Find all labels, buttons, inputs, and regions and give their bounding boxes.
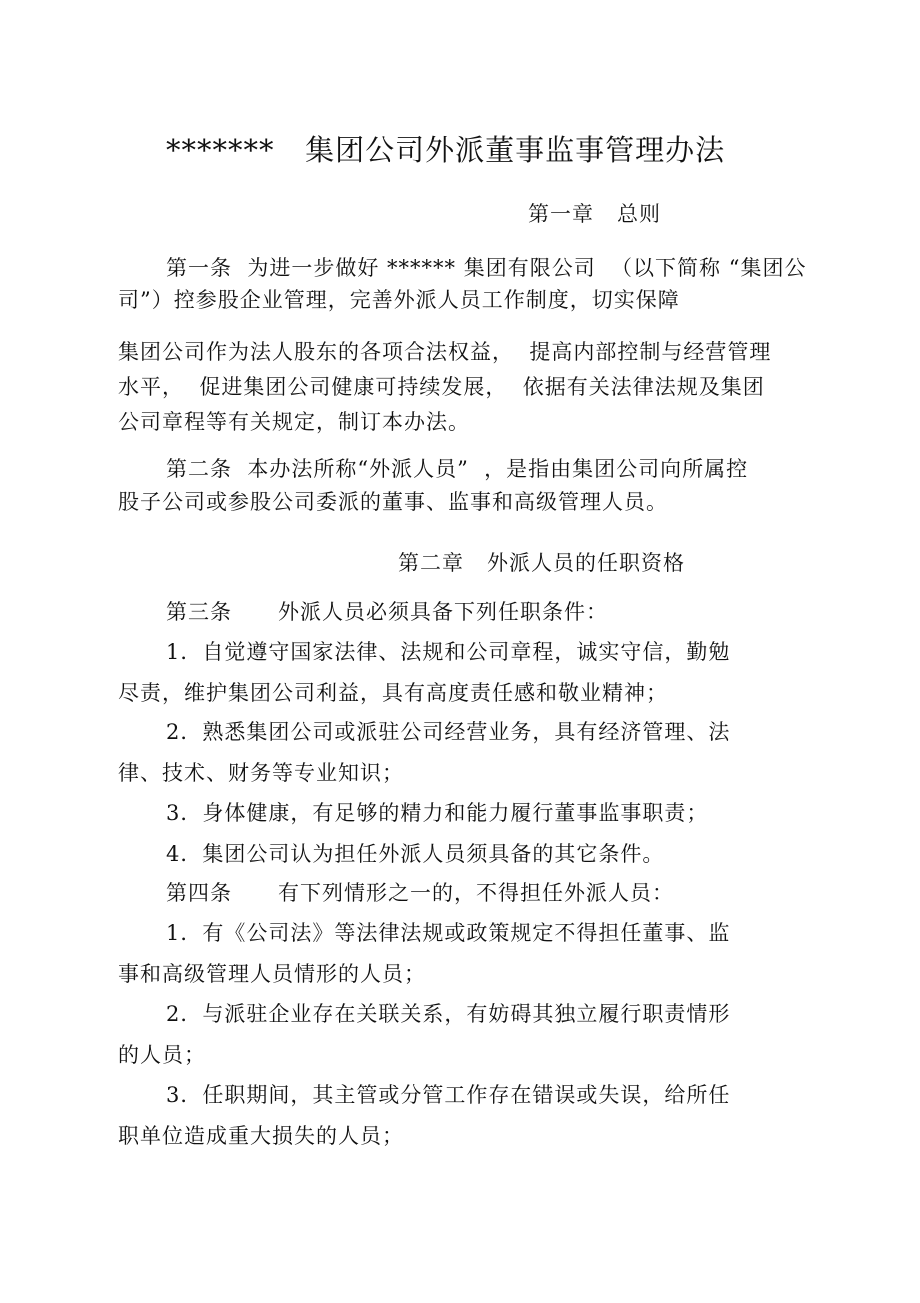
- article-4-item-1-line-1: 1．有《公司法》等法律法规或政策规定不得担任董事、监: [166, 921, 731, 945]
- article-3-heading: 第三条 外派人员必须具备下列任职条件：: [166, 600, 609, 624]
- article-4-item-3-line-2: 职单位造成重大损失的人员；: [118, 1124, 404, 1148]
- article-1-line-1: 第一条 为进一步做好 ****** 集团有限公司 （以下简称 “集团公: [166, 256, 807, 280]
- article-4-item-1-line-2: 事和高级管理人员情形的人员；: [118, 962, 426, 986]
- article-3-item-2-line-2: 律、技术、财务等专业知识；: [118, 761, 404, 785]
- article-4-item-3-line-1: 3．任职期间，其主管或分管工作存在错误或失误，给所任: [166, 1083, 731, 1107]
- chapter-2-heading: 第二章 外派人员的任职资格: [398, 551, 686, 575]
- article-3-item-1-line-1: 1．自觉遵守国家法律、法规和公司章程，诚实守信，勤勉: [166, 640, 731, 664]
- article-1-line-2: 司”）控参股企业管理，完善外派人员工作制度，切实保障: [118, 288, 680, 312]
- article-3-item-3: 3．身体健康，有足够的精力和能力履行董事监事职责；: [166, 801, 709, 825]
- article-3-item-1-line-2: 尽责，维护集团公司利益，具有高度责任感和敬业精神；: [118, 681, 668, 705]
- article-2-line-1: 第二条 本办法所称“外派人员” ，是指由集团公司向所属控: [166, 457, 749, 481]
- article-1-line-3: 集团公司作为法人股东的各项合法权益， 提高内部控制与经营管理: [118, 340, 772, 364]
- article-1-line-4: 水平， 促进集团公司健康可持续发展， 依据有关法律法规及集团: [118, 375, 765, 399]
- article-3-item-4: 4．集团公司认为担任外派人员须具备的其它条件。: [166, 842, 665, 866]
- article-4-heading: 第四条 有下列情形之一的，不得担任外派人员：: [166, 881, 675, 905]
- article-1-line-5: 公司章程等有关规定，制订本办法。: [118, 410, 470, 434]
- article-2-line-2: 股子公司或参股公司委派的董事、监事和高级管理人员。: [118, 490, 668, 514]
- article-3-item-2-line-1: 2．熟悉集团公司或派驻公司经营业务，具有经济管理、法: [166, 720, 731, 744]
- article-4-item-2-line-1: 2．与派驻企业存在关联关系，有妨碍其独立履行职责情形: [166, 1002, 731, 1026]
- document-title: ******* 集团公司外派董事监事管理办法: [166, 133, 726, 167]
- chapter-1-heading: 第一章 总则: [528, 202, 662, 226]
- article-4-item-2-line-2: 的人员；: [118, 1043, 206, 1067]
